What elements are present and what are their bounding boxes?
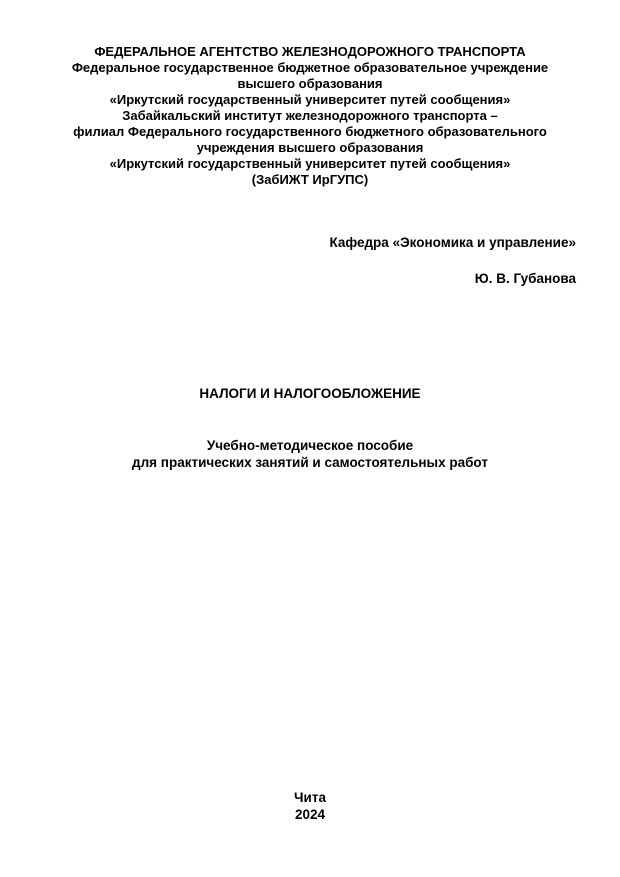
department-name: Кафедра «Экономика и управление»	[329, 235, 576, 250]
header-line-branch-continued: учреждения высшего образования	[196, 140, 424, 155]
header-line-university: «Иркутский государственный университет путей сообщения»	[109, 92, 511, 107]
imprint	[20, 789, 600, 823]
document-title: НАЛОГИ И НАЛОГООБЛОЖЕНИЕ	[199, 386, 421, 401]
imprint-year: 2024	[294, 807, 326, 822]
header-line-institute: Забайкальский институт железнодорожного транспорта –	[122, 108, 498, 123]
institution-header	[20, 44, 600, 188]
imprint-city: Чита	[294, 790, 326, 805]
header-line-institution-type: Федеральное государственное бюджетное образовательное учреждение	[71, 60, 549, 75]
header-line-university-repeat: «Иркутский государственный университет путей сообщения»	[109, 156, 511, 171]
subtitle-line-type: Учебно-методическое пособие	[206, 438, 414, 453]
header-line-abbreviation: (ЗабИЖТ ИрГУПС)	[251, 172, 369, 187]
subtitle-line-purpose: для практических занятий и самостоятельных работ	[132, 455, 488, 470]
header-line-agency: ФЕДЕРАЛЬНОЕ АГЕНТСТВО ЖЕЛЕЗНОДОРОЖНОГО ТРАНСПОРТА	[94, 44, 526, 59]
author-name: Ю. В. Губанова	[474, 271, 576, 286]
document-subtitle	[20, 437, 600, 471]
header-line-branch: филиал Федерального государственного бюджетного образовательного	[73, 124, 547, 139]
header-line-education-level: высшего образования	[237, 76, 383, 91]
